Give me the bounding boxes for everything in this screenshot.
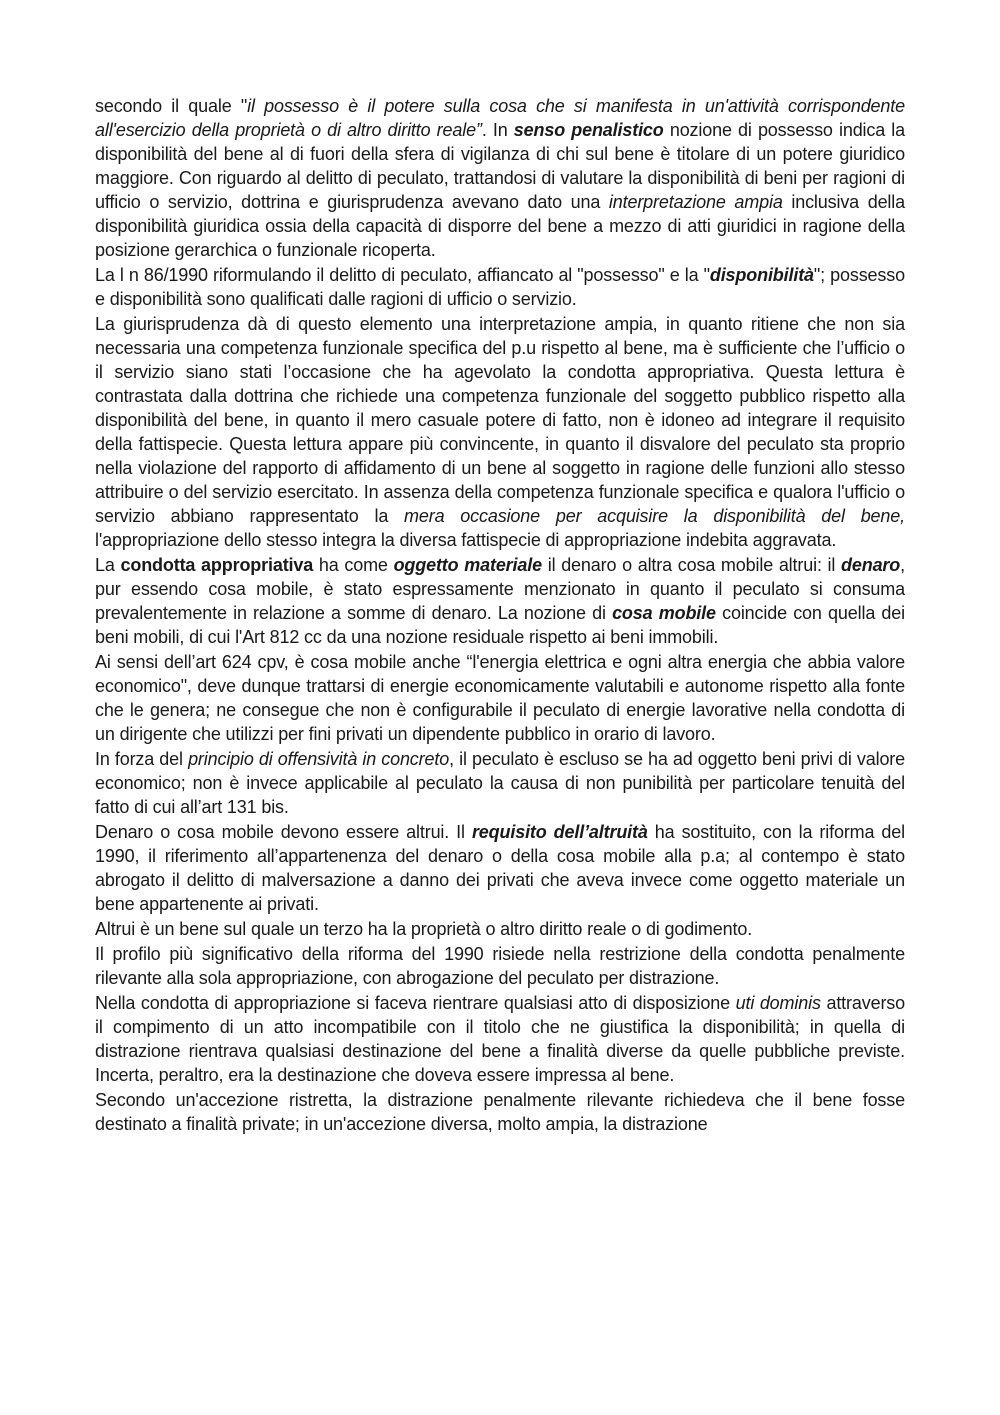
text-run: Altrui è un bene sul quale un terzo ha la proprietà o altro diritto reale o di godimento. [95,919,753,939]
text-run: il denaro o altra cosa mobile altrui: il [541,555,842,575]
text-run: La giurisprudenza dà di questo elemento una interpretazione ampia, in quanto ritiene che non sia necessaria una competenza funzionale specifica del p.u rispetto al bene, ma è sufficiente che l’ufficio o il servizio siano stati l’occasione che ha agevolato la condotta appropriativa. Questa lettura è contrastata dalla dottrina che richiede una competenza funzionale del soggetto pubblico rispetto alla disponibilità del bene, in quanto il mero casuale potere di fatto, non è idoneo ad integrare il requisito della fattispecie. Questa lettura appare più convincente, in quanto il disvalore del peculato sta proprio nella violazione del rapporto di affidamento di un bene al soggetto in ragione delle funzioni allo stesso attribuire o del servizio esercitato. In assenza della competenza funzionale specifica e qualora l'ufficio o servizio abbiano rappresentato la [95,314,905,526]
paragraph-energia [95,650,905,746]
text-run: Ai sensi dell’art 624 cpv, è cosa mobile anche “l'energia elettrica e ogni altra energia che abbia valore economico", deve dunque trattarsi di energie economicamente valutabili e autonome rispetto alla fonte che le genera; ne consegue che non è configurabile il peculato di energie lavorative nella condotta di un dirigente che utilizzi per fini privati un dipendente pubblico in orario di lavoro. [95,652,905,744]
paragraph-possesso [95,94,905,262]
italic-term: principio di offensività in concreto [188,749,450,769]
emphasis-term: oggetto materiale [393,555,542,575]
paragraph-appropriazione-distrazione [95,991,905,1087]
paragraph-accezione-ristretta [95,1088,905,1136]
emphasis-term: requisito dell’altruità [471,822,648,842]
text-run: coincide con quella dei beni mobili, di cui l'Art 812 cc da una nozione residuale rispetto ai beni immobili. [95,603,906,647]
text-run: Nella condotta di appropriazione si faceva rientrare qualsiasi atto di disposizione [95,993,736,1013]
text-run: l'appropriazione dello stesso integra la diversa fattispecie di appropriazione indebita aggravata. [95,530,837,550]
text-run: inclusiva della disponibilità giuridica ossia della capacità di disporre del bene a mezzo di atti giuridici in ragione della posizione gerarchica o funzionale ricoperta. [95,192,905,260]
text-run: , il peculato è escluso se ha ad oggetto beni privi di valore economico; non è invece applicabile al peculato la causa di non punibilità per particolare tenuità del fatto di cui all’art 131 bis. [95,749,906,817]
text-run: secondo il quale " [95,96,248,116]
emphasis-term: disponibilità [709,265,814,285]
emphasis-term: cosa mobile [612,603,716,623]
text-run: Il profilo più significativo della riforma del 1990 risiede nella restrizione della condotta penalmente rilevante alla sola appropriazione, con abrogazione del peculato per distrazione. [95,944,905,988]
text-run: La [95,555,121,575]
paragraph-giurisprudenza [95,312,905,552]
paragraph-riforma-1990 [95,942,905,990]
text-run: attraverso il compimento di un atto incompatibile con il titolo che ne giustifica la disponibilità; in quella di distrazione rientrava qualsiasi destinazione del bene a finalità diverse da quelle pubbliche previste. Incerta, peraltro, era la destinazione che doveva essere impressa al bene. [95,993,905,1085]
text-run: "; possesso e disponibilità sono qualificati dalle ragioni di ufficio o servizio. [95,265,905,309]
text-run: . In [481,120,514,140]
paragraph-disponibilita [95,263,905,311]
text-run: In forza del [95,749,189,769]
text-run: , pur essendo cosa mobile, è stato espressamente menzionato in quanto il peculato si consuma prevalentemente in relazione a somme di denaro. La nozione di [95,555,905,623]
bold-term: condotta appropriativa [120,555,314,575]
emphasis-term: denaro [841,555,901,575]
italic-term: interpretazione ampia [608,192,783,212]
paragraph-offensivita [95,747,905,819]
paragraph-altruita [95,820,905,916]
paragraph-altrui-definizione [95,917,905,941]
italic-quote-close: ” [475,120,482,140]
emphasis-term: senso penalistico [513,120,664,140]
text-run: Denaro o cosa mobile devono essere altrui. Il [95,822,472,842]
paragraph-condotta-appropriativa [95,553,905,649]
text-run: La l n 86/1990 riformulando il delitto di peculato, affiancato al "possesso" e la " [95,265,710,285]
italic-term: uti dominis [735,993,821,1013]
italic-term: mera occasione per acquisire la disponibilità del bene, [404,506,905,526]
text-run: ha come [313,555,394,575]
document-page [95,94,905,1137]
italic-quote: il possesso è il potere sulla cosa che si manifesta in un'attività corrispondente all'esercizio della proprietà o di altro diritto reale [95,96,905,140]
text-run: nozione di possesso indica la disponibilità del bene al di fuori della sfera di vigilanza di chi sul bene è titolare di un potere giuridico maggiore. Con riguardo al delitto di peculato, trattandosi di valutare la disponibilità di beni per ragioni di ufficio o servizio, dottrina e giurisprudenza avevano dato una [95,120,906,212]
text-run: Secondo un'accezione ristretta, la distrazione penalmente rilevante richiedeva che il bene fosse destinato a finalità private; in un'accezione diversa, molto ampia, la distrazione [95,1090,905,1134]
text-run: ha sostituito, con la riforma del 1990, il riferimento all’appartenenza del denaro o della cosa mobile alla p.a; al contempo è stato abrogato il delitto di malversazione a danno dei privati che aveva invece come oggetto materiale un bene appartenente ai privati. [95,822,905,914]
